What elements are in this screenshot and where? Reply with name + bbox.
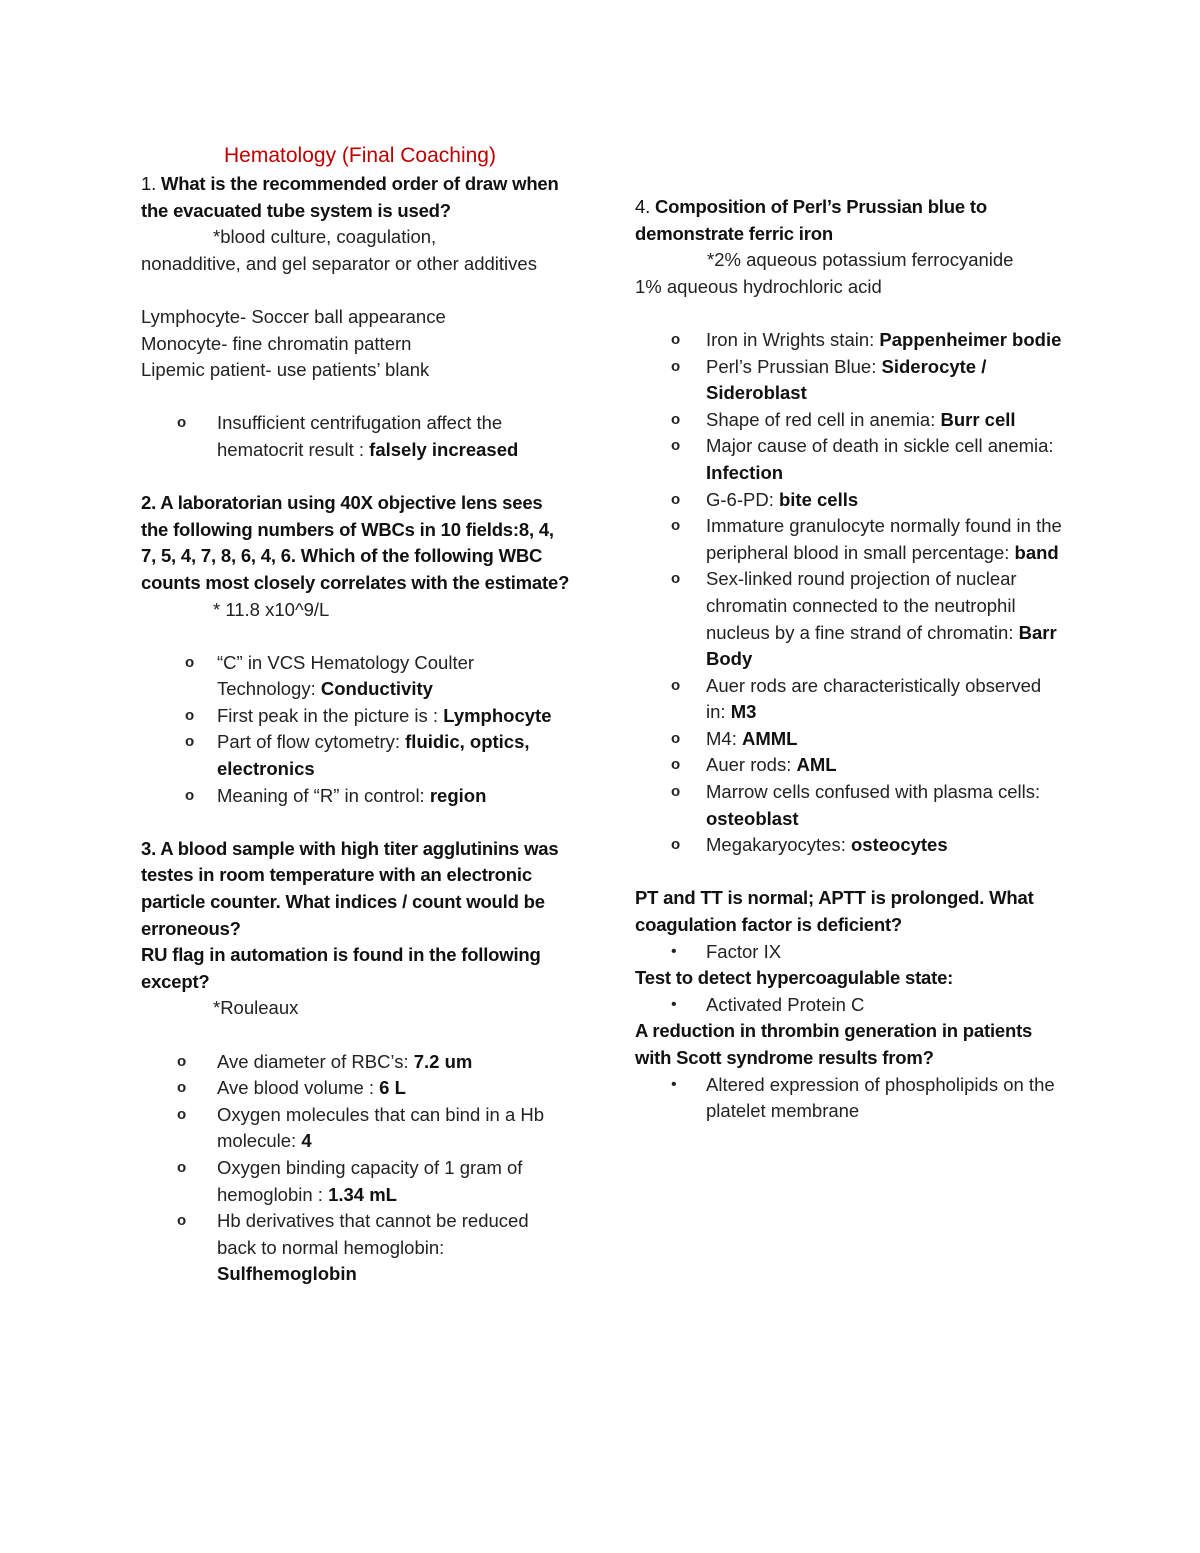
list-item: o Iron in Wrights stain: Pappenheimer bodie [635,327,1065,354]
answer-2: * 11.8 x10^9/L [213,598,330,620]
list-item: o Marrow cells confused with plasma cells: osteoblast [671,781,1041,829]
document-title: Hematology (Final Coaching) [224,144,496,167]
o-bullet-icon: o [185,786,195,804]
o-bullet-icon: o [185,653,195,671]
o-bullet-icon: o [671,490,681,508]
list-item: o Shape of red cell in anemia: Burr cell [635,407,1065,434]
list-item: o First peak in the picture is : Lymphocyte [141,703,571,730]
question-1-number: 1. [141,173,157,194]
list-item: • Altered expression of phospholipids on the platelet membrane [671,1073,1055,1122]
o-bullet-icon: o [671,517,681,535]
list-item: o Immature granulocyte normally found in the peripheral blood in small percentage: band [671,515,1062,563]
o-bullet-icon: o [671,330,681,348]
dot-bullet-icon: • [671,942,677,960]
o-bullet-icon: o [177,1212,187,1230]
o-bullet-icon: o [177,414,187,432]
o-bullet-icon: o [671,570,681,588]
list-item: o Sex-linked round projection of nuclear chromatin connected to the neutrophil nucleus by a fine strand of chromatin: Barr Body [671,568,1057,670]
o-bullet-icon: o [177,1052,187,1070]
answer-4-first: *2% aqueous potassium ferrocyanide [707,249,1014,271]
question-3 [141,836,571,942]
question-4-number: 4. [635,196,651,217]
dot-bullet-icon: • [671,995,677,1013]
o-bullet-icon: o [177,1158,187,1176]
question-1-text: What is the recommended order of draw when the evacuated tube system is used? [141,173,559,221]
question-2-text: A laboratorian using 40X objective lens sees the following numbers of WBCs in 10 fields:8, 4, 7, 5, 4, 7, 8, 6, 4, 6. Which of the following WBC counts most closely correlates with the estimate? [141,492,570,593]
list-item: o “C” in VCS Hematology Coulter Technology: Conductivity [185,651,475,700]
question-5: PT and TT is normal; APTT is prolonged. What coagulation factor is deficient? [635,887,1034,936]
right-column [635,194,1065,1125]
question-2 [141,490,571,596]
question-7: A reduction in thrombin generation in patients with Scott syndrome results from? [635,1020,1033,1068]
list-item: o Ave diameter of RBC’s: 7.2 um [141,1049,571,1076]
list-item: • Activated Protein C [635,992,1065,1019]
question-3-number: 3. [141,837,157,859]
list-cell-facts [635,327,1065,859]
o-bullet-icon: o [185,733,195,751]
list-item: o Oxygen molecules that can bind in a Hb molecule: 4 [177,1103,545,1152]
o-bullet-icon: o [671,836,681,854]
o-bullet-icon: o [177,1079,187,1097]
list-item: o Oxygen binding capacity of 1 gram of hemoglobin : 1.34 mL [177,1156,523,1205]
note-lymphocyte: Lymphocyte- Soccer ball appearance [141,305,446,327]
question-1 [141,171,571,224]
list-item: o M4: AMML [635,726,1065,753]
o-bullet-icon: o [185,706,195,724]
o-bullet-icon: o [671,729,681,747]
answer-3: *Rouleaux [213,997,299,1019]
list-item: o Insufficient centrifugation affect the hematocrit result : falsely increased [177,412,519,460]
o-bullet-icon: o [671,357,681,375]
list-item: o Hb derivatives that cannot be reduced back to normal hemoglobin: Sulfhemoglobin [177,1210,529,1285]
o-bullet-icon: o [671,783,681,801]
o-bullet-icon: o [671,410,681,428]
question-4-text: Composition of Perl’s Prussian blue to demonstrate ferric iron [635,196,987,244]
question-2-number: 2. [141,492,157,514]
answer-5-list [635,939,1065,966]
question-3-text: A blood sample with high titer agglutinins was testes in room temperature with an electronic particle counter. What indices / count would be erroneous? [141,837,559,939]
question-4 [635,194,1065,247]
answer-1-rest: nonadditive, and gel separator or other additives [141,252,537,274]
list-item: o Perl’s Prussian Blue: Siderocyte / Sideroblast [671,355,987,404]
question-3b: RU flag in automation is found in the following except? [141,944,541,992]
list-item: • Factor IX [635,939,1065,966]
list-item: o Part of flow cytometry: fluidic, optics, electronics [185,731,530,780]
question-6: Test to detect hypercoagulable state: [635,967,954,989]
o-bullet-icon: o [177,1105,187,1123]
answer-6-list [635,992,1065,1019]
list-automation [141,650,571,810]
answer-4-rest: 1% aqueous hydrochloric acid [635,275,882,297]
dot-bullet-icon: • [671,1075,677,1093]
note-lipemic: Lipemic patient- use patients’ blank [141,359,430,381]
list-item: o G-6-PD: bite cells [635,487,1065,514]
list-item: o Meaning of “R” in control: region [141,783,571,810]
list-item: o Auer rods are characteristically observed in: M3 [671,674,1042,723]
o-bullet-icon: o [671,676,681,694]
list-item: o Auer rods: AML [635,752,1065,779]
list-rbc-facts [141,1049,571,1288]
o-bullet-icon: o [671,437,681,455]
list-item: o Major cause of death in sickle cell anemia: Infection [671,435,1054,483]
answer-7-list [635,1072,1065,1125]
list-item: o Megakaryocytes: osteocytes [635,832,1065,859]
list-item: o Ave blood volume : 6 L [141,1075,571,1102]
o-bullet-icon: o [671,756,681,774]
left-column [141,142,571,1288]
answer-1-first: *blood culture, coagulation, [213,226,437,248]
note-monocyte: Monocyte- fine chromatin pattern [141,332,412,354]
list-centrifugation [141,410,571,463]
